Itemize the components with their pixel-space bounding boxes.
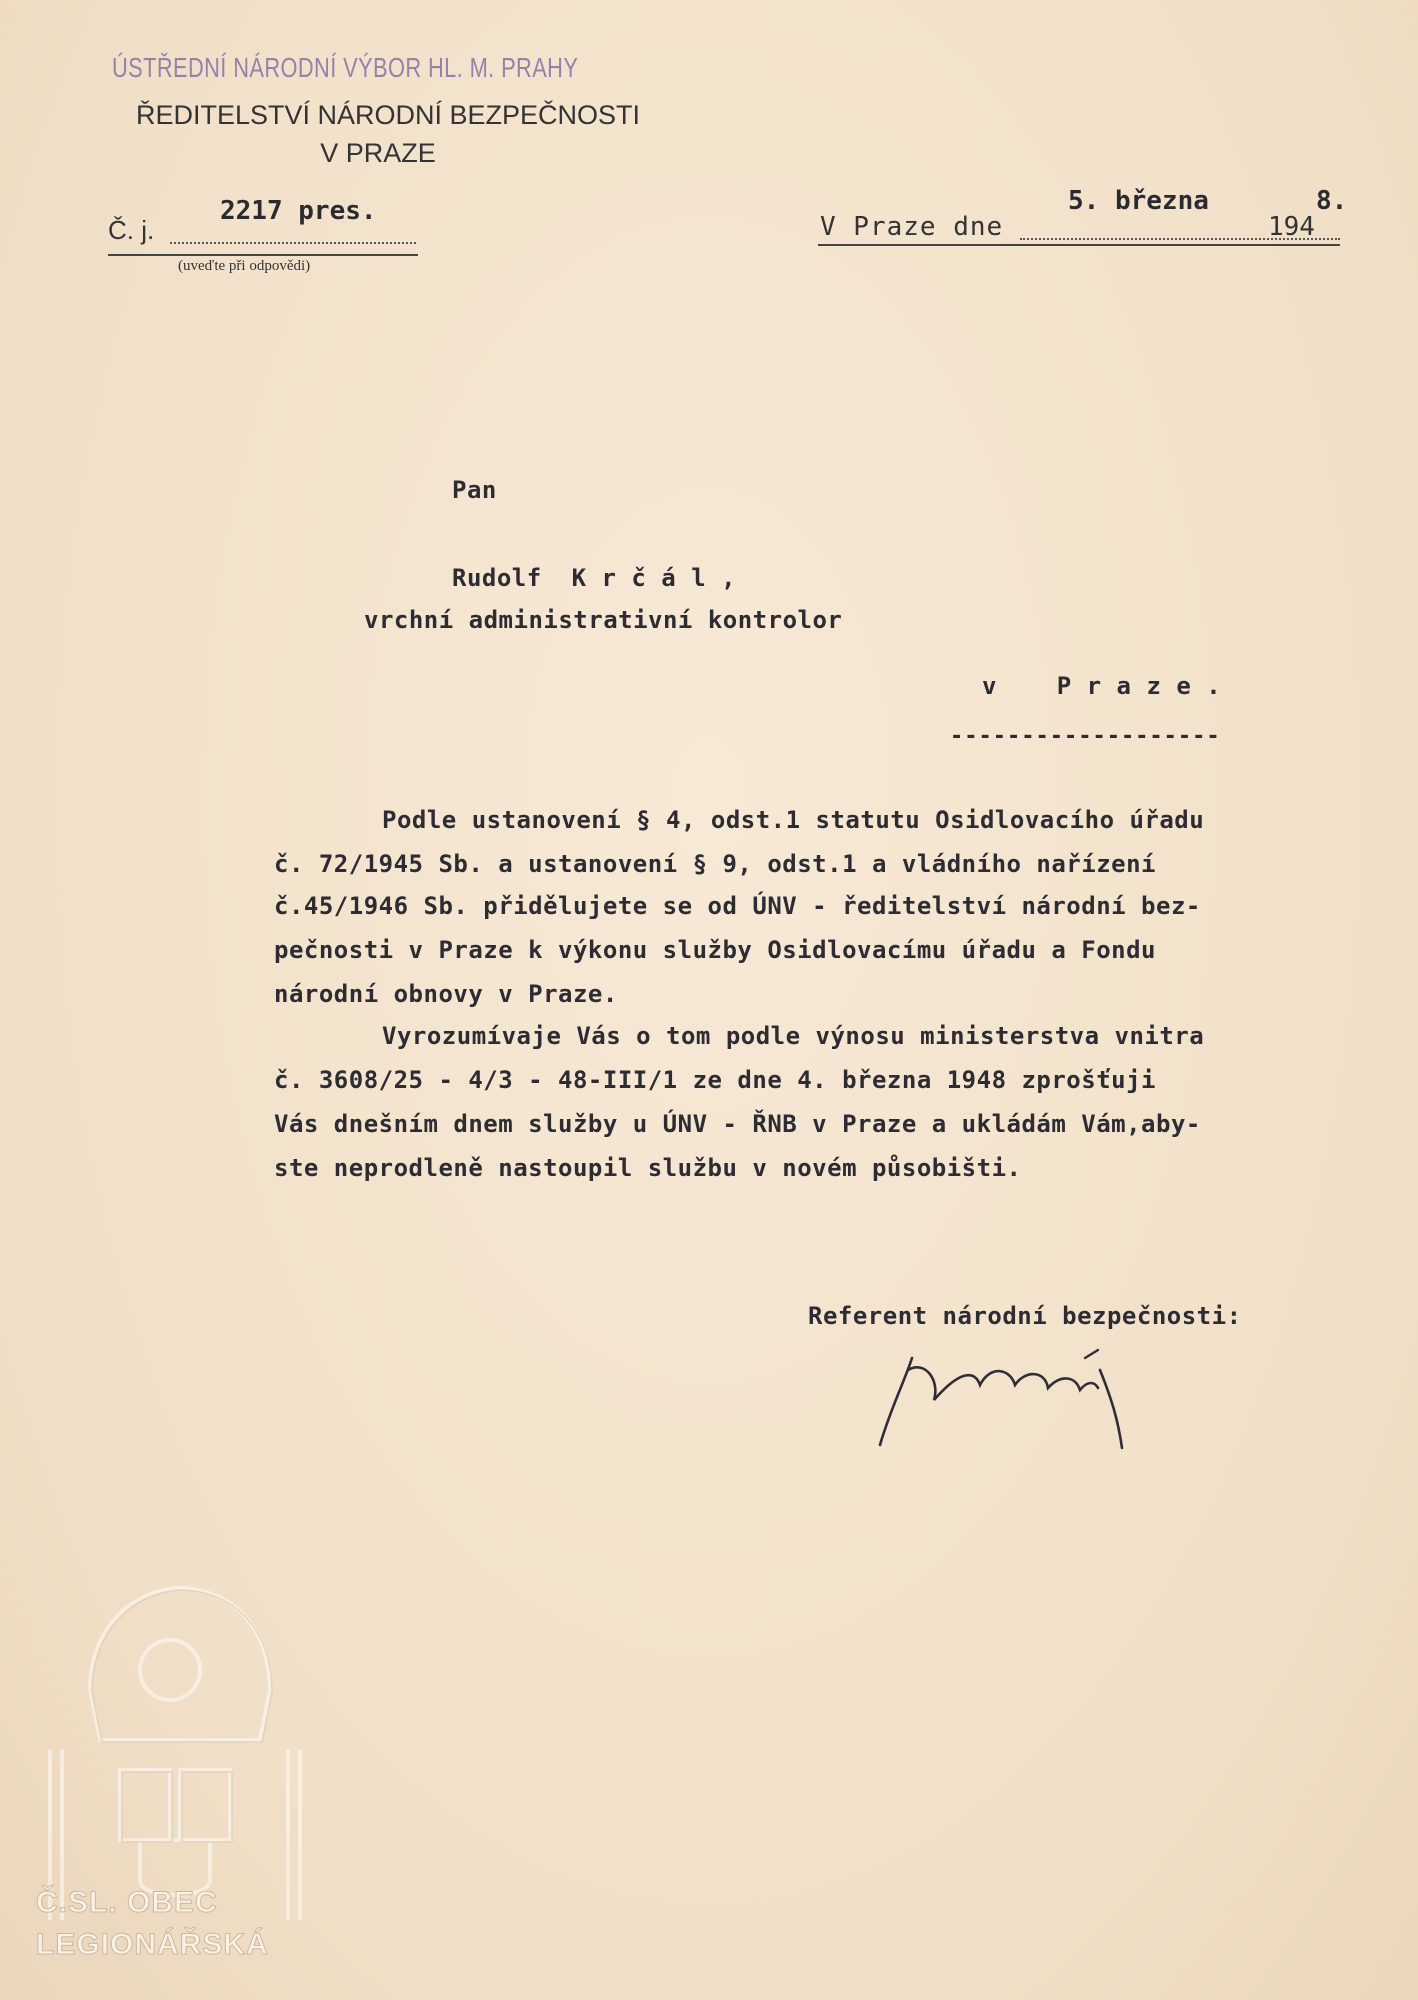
body-line: Podle ustanovení § 4, odst.1 statutu Osidlovacího úřadu [382,806,1205,834]
salutation: Pan [452,476,497,504]
body-line: národní obnovy v Praze. [274,980,618,1008]
reference-label: Č. j. [108,215,155,245]
body-line: ste neprodleně nastoupil službu v novém působišti. [274,1154,1022,1182]
emboss-text-line1: Č.SL. OBEC [36,1886,218,1919]
year-prefix: 194 [1268,212,1315,242]
reference-number: 2217 pres. [220,196,377,226]
date-value: 5. března [1068,186,1209,216]
address-dash-line: ------------------- [950,724,1221,749]
recipient-city: v P r a z e . [982,672,1222,700]
body-line: Vás dnešním dnem služby u ÚNV - ŘNB v Praze a ukládám Vám,aby- [274,1110,1201,1138]
body-line: č. 72/1945 Sb. a ustanovení § 9, odst.1 a vládního nařízení [274,850,1157,878]
emboss-text-line2: LEGIONÁŘSKÁ [36,1928,269,1961]
year-suffix: 8. [1316,186,1348,216]
recipient-title: vrchní administrativní kontrolor [364,606,843,634]
date-label: V Praze dne [820,212,1004,242]
body-line: č. 3608/25 - 4/3 - 48-III/1 ze dne 4. března 1948 zprošťuji [274,1066,1157,1094]
reference-underline [108,254,418,256]
date-underline [818,244,1340,246]
date-dotted-line [1020,238,1340,240]
office-name: ŘEDITELSTVÍ NÁRODNÍ BEZPEČNOSTI [135,100,641,130]
office-city: V PRAZE [320,138,436,168]
reference-hint: (uveďte při odpovědi) [178,258,311,274]
reference-dotted-line [170,242,416,244]
office-stamp: ÚSTŘEDNÍ NÁRODNÍ VÝBOR HL. M. PRAHY [112,52,579,83]
recipient-name: Rudolf K r č á l , [452,564,737,592]
handwritten-signature [850,1340,1270,1460]
signatory-title: Referent národní bezpečnosti: [808,1302,1242,1330]
body-line: č.45/1946 Sb. přidělujete se od ÚNV - ředitelství národní bez- [274,892,1201,920]
body-line: Vyrozumívaje Vás o tom podle výnosu ministerstva vnitra [382,1022,1205,1050]
body-line: pečnosti v Praze k výkonu služby Osidlovacímu úřadu a Fondu [274,936,1157,964]
